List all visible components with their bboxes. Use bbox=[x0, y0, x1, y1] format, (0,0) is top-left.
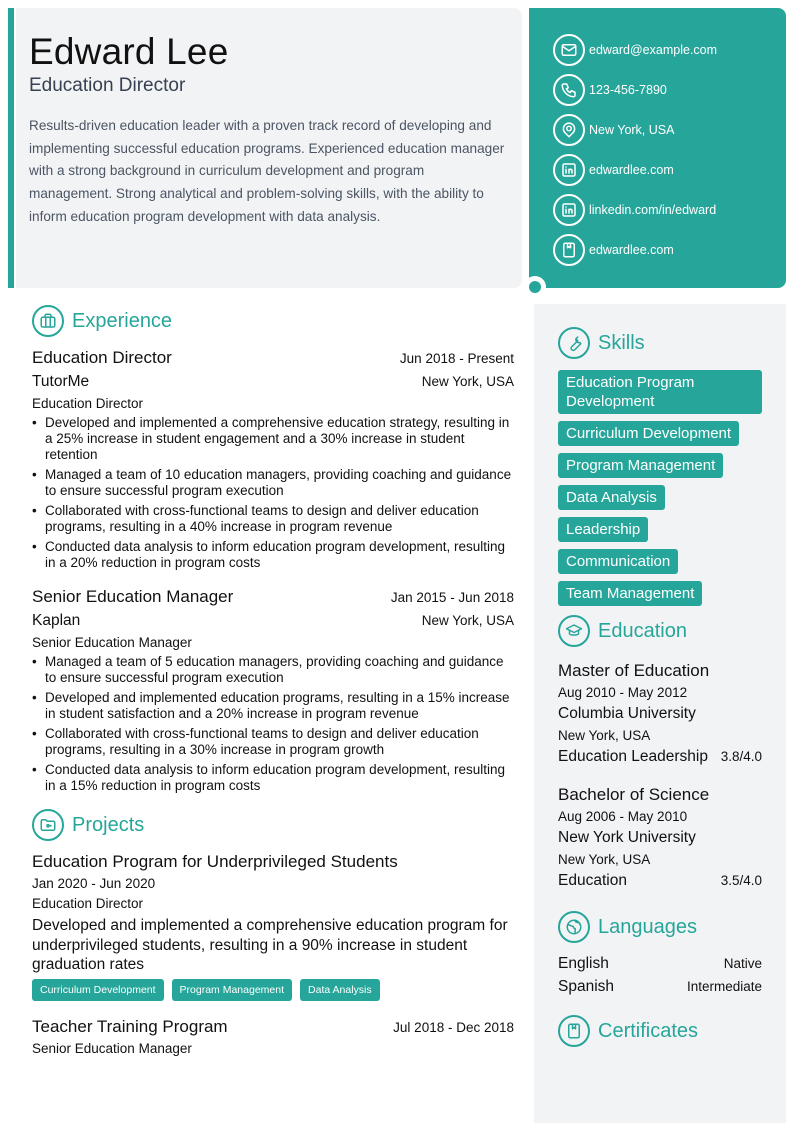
education-title: Education bbox=[598, 619, 687, 642]
language-level: Intermediate bbox=[686, 979, 762, 994]
language-item bbox=[558, 952, 762, 975]
contact-location-text: New York, USA bbox=[589, 123, 675, 137]
contact-linkedin-primary[interactable] bbox=[553, 150, 786, 190]
candidate-title: Education Director bbox=[29, 75, 186, 96]
education-entry bbox=[558, 660, 762, 768]
experience-entry bbox=[32, 585, 514, 794]
phone-icon bbox=[553, 74, 585, 106]
skill-badge: Leadership bbox=[558, 517, 648, 542]
job-dates: Jan 2015 - Jun 2018 bbox=[390, 590, 514, 605]
project-role: Education Director bbox=[32, 896, 144, 911]
contact-phone-text: 123-456-7890 bbox=[589, 83, 667, 97]
edu-location: New York, USA bbox=[558, 852, 651, 867]
projects-title: Projects bbox=[72, 813, 145, 836]
job-bullet: • Managed a team of 5 education managers, providing coaching and guidance to ensure successful program execution bbox=[32, 654, 514, 686]
experience-title: Experience bbox=[72, 309, 173, 332]
experience-entry bbox=[32, 346, 514, 571]
graduation-cap-icon bbox=[558, 615, 590, 647]
edu-degree: Master of Education bbox=[558, 661, 710, 680]
wrench-icon bbox=[558, 327, 590, 359]
edu-gpa: 3.8/4.0 bbox=[720, 749, 762, 764]
header-accent-bar bbox=[8, 8, 14, 288]
skill-badge: Curriculum Development bbox=[558, 421, 739, 446]
project-tag: Data Analysis bbox=[300, 979, 380, 1001]
skills-list bbox=[558, 370, 762, 606]
job-location: New York, USA bbox=[421, 613, 514, 628]
skills-heading bbox=[558, 326, 762, 360]
job-bullet: • Collaborated with cross-functional teams to design and deliver education programs, resulting in a 40% increase in program revenue bbox=[32, 503, 514, 535]
contact-email-text: edward@example.com bbox=[589, 43, 718, 57]
certificate-book-icon bbox=[558, 1015, 590, 1047]
job-bullet: • Developed and implemented education programs, resulting in a 15% increase in student satisfaction and a 20% increase in program revenue bbox=[32, 690, 514, 722]
project-role: Senior Education Manager bbox=[32, 1040, 192, 1056]
skill-badge: Team Management bbox=[558, 581, 702, 606]
globe-icon bbox=[558, 911, 590, 943]
languages-heading bbox=[558, 910, 762, 944]
experience-heading bbox=[32, 304, 514, 338]
language-level: Native bbox=[723, 956, 762, 971]
skill-badge: Program Management bbox=[558, 453, 723, 478]
project-title: Teacher Training Program bbox=[32, 1016, 228, 1036]
folder-icon bbox=[32, 809, 64, 841]
project-tags bbox=[32, 979, 514, 1001]
map-pin-icon bbox=[553, 114, 585, 146]
contact-linkedin-primary-text: edwardlee.com bbox=[589, 163, 674, 177]
linkedin-icon bbox=[553, 194, 585, 226]
education-heading bbox=[558, 614, 762, 648]
job-company: Kaplan bbox=[32, 612, 81, 629]
contact-panel bbox=[529, 8, 786, 288]
language-item bbox=[558, 975, 762, 998]
job-role: Senior Education Manager bbox=[32, 587, 234, 606]
skills-title: Skills bbox=[598, 331, 645, 354]
job-bullet: • Conducted data analysis to inform education program development, resulting in a 20% reduction in program costs bbox=[32, 539, 514, 571]
contact-linkedin-secondary-text: linkedin.com/in/edward bbox=[589, 203, 717, 217]
project-entry bbox=[32, 1015, 514, 1059]
job-subtitle: Senior Education Manager bbox=[32, 635, 192, 650]
job-subtitle: Education Director bbox=[32, 396, 144, 411]
education-entry bbox=[558, 784, 762, 892]
languages-list bbox=[558, 952, 762, 998]
edu-field: Education bbox=[558, 872, 627, 889]
header-summary-panel bbox=[16, 8, 522, 288]
job-location: New York, USA bbox=[421, 374, 514, 389]
languages-title: Languages bbox=[598, 915, 697, 938]
project-dates: Jul 2018 - Dec 2018 bbox=[393, 1019, 514, 1035]
job-bullet: • Developed and implemented a comprehensive education strategy, resulting in a 25% increase in student engagement and a 30% increase in student retention bbox=[32, 415, 514, 463]
linkedin-icon bbox=[553, 154, 585, 186]
sidebar bbox=[534, 304, 786, 1123]
projects-heading bbox=[32, 808, 514, 842]
skill-badge: Communication bbox=[558, 549, 678, 574]
skill-badge: Data Analysis bbox=[558, 485, 665, 510]
language-name: Spanish bbox=[558, 978, 615, 995]
mail-icon bbox=[553, 34, 585, 66]
edu-degree: Bachelor of Science bbox=[558, 785, 710, 804]
skill-badge: Education Program Development bbox=[558, 370, 762, 414]
contact-website-text: edwardlee.com bbox=[589, 243, 674, 257]
bookmark-icon bbox=[553, 234, 585, 266]
contact-location bbox=[553, 110, 786, 150]
project-entry bbox=[32, 850, 514, 1001]
certificates-title: Certificates bbox=[598, 1019, 699, 1042]
profile-summary: Results-driven education leader with a proven track record of developing and implementing successful education programs. Experienced education manager with a strong background in curriculum development and program management. Strong analytical and problem-solving skills, with the ability to inform education program development with data analysis. bbox=[29, 118, 505, 224]
candidate-name: Edward Lee bbox=[29, 31, 229, 72]
job-role: Education Director bbox=[32, 348, 172, 367]
job-dates: Jun 2018 - Present bbox=[399, 351, 514, 366]
contact-website[interactable] bbox=[553, 230, 786, 270]
job-bullet: • Collaborated with cross-functional teams to design and deliver education programs, resulting in a 30% increase in program growth bbox=[32, 726, 514, 758]
project-tag: Curriculum Development bbox=[32, 979, 164, 1001]
project-tag: Program Management bbox=[172, 979, 292, 1001]
edu-dates: Aug 2010 - May 2012 bbox=[558, 685, 688, 700]
edu-gpa: 3.5/4.0 bbox=[720, 873, 762, 888]
edu-school: Columbia University bbox=[558, 705, 696, 722]
contact-phone[interactable] bbox=[553, 70, 786, 110]
main-column bbox=[32, 304, 514, 1059]
project-title: Education Program for Underprivileged Students bbox=[32, 852, 398, 871]
contact-linkedin-secondary[interactable] bbox=[553, 190, 786, 230]
job-bullet: • Managed a team of 10 education managers, providing coaching and guidance to ensure successful program execution bbox=[32, 467, 514, 499]
job-company: TutorMe bbox=[32, 373, 90, 390]
certificates-heading bbox=[558, 1014, 762, 1048]
edu-location: New York, USA bbox=[558, 728, 651, 743]
job-bullets bbox=[32, 654, 514, 794]
edu-dates: Aug 2006 - May 2010 bbox=[558, 809, 688, 824]
language-name: English bbox=[558, 955, 609, 972]
job-bullets bbox=[32, 415, 514, 571]
project-dates: Jan 2020 - Jun 2020 bbox=[32, 876, 156, 891]
timeline-dot bbox=[529, 281, 541, 293]
edu-school: New York University bbox=[558, 829, 696, 846]
edu-field: Education Leadership bbox=[558, 748, 708, 765]
job-bullet: • Conducted data analysis to inform education program development, resulting in a 15% reduction in program costs bbox=[32, 762, 514, 794]
contact-email[interactable] bbox=[553, 30, 786, 70]
briefcase-icon bbox=[32, 305, 64, 337]
project-description: Developed and implemented a comprehensive education program for underprivileged students, resulting in a 90% increase in student graduation rates bbox=[32, 917, 508, 973]
